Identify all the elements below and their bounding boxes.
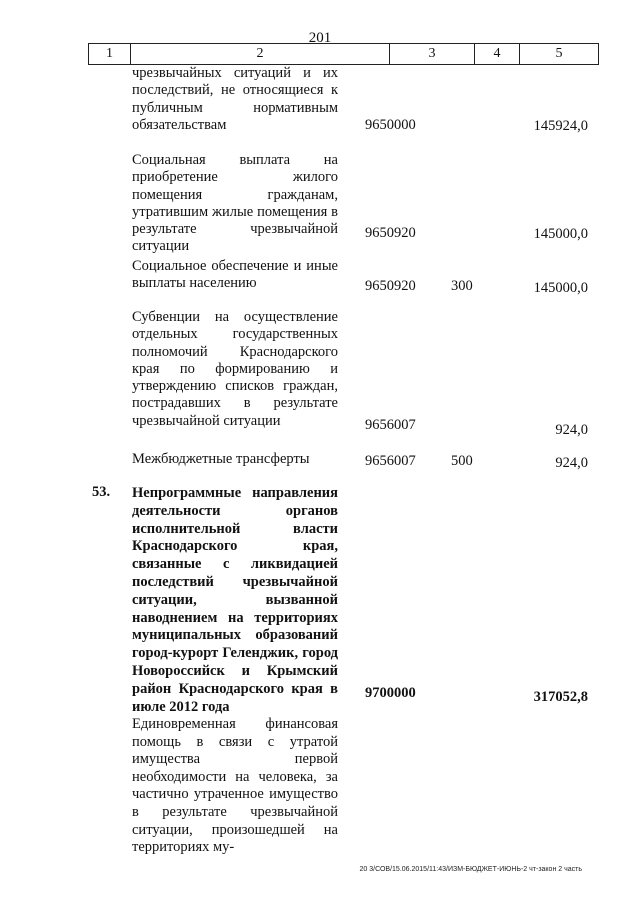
row-amount-924: 924,0 bbox=[555, 422, 588, 438]
column-header-5: 5 bbox=[520, 44, 599, 65]
row-code-9650920-300: 9650920 bbox=[365, 278, 416, 294]
row-amount-145000: 145000,0 bbox=[533, 226, 588, 242]
document-footer: 20 3/СОВ/15.06.2015/11:43/ИЗМ-БЮДЖЕТ-ИЮНЬ-2 чт-закон 2 часть bbox=[359, 866, 582, 873]
column-header-1: 1 bbox=[89, 44, 131, 65]
column-header-4: 4 bbox=[475, 44, 520, 65]
row-amount-145924: 145924,0 bbox=[533, 118, 588, 134]
row-text-one-time-aid: Единовременная финансовая помощь в связи с утратой имущества первой необходимости на человека, за частично утраченное имущество в результате чрезвычайной ситуации, произошедшей на территориях му- bbox=[132, 716, 338, 856]
row-code-9656007: 9656007 bbox=[365, 417, 416, 433]
row-text-housing-payment: Социальная выплата на приобретение жилого помещения гражданам, утратившим жилые помещения в результате чрезвычайной ситуации bbox=[132, 152, 338, 255]
row-code-9700000: 9700000 bbox=[365, 685, 416, 701]
column-header-table bbox=[88, 43, 599, 65]
column-header-2: 2 bbox=[131, 44, 390, 65]
row-amount-145000-300: 145000,0 bbox=[533, 280, 588, 296]
row-amount-924-500: 924,0 bbox=[555, 455, 588, 471]
row-text-social-security: Социальное обеспечение и иные выплаты населению bbox=[132, 258, 338, 292]
row-text-nonpublic-obligations: чрезвычайных ситуаций и их последствий, не относящиеся к публичным нормативным обязательствам bbox=[132, 65, 338, 133]
row-code-9650000: 9650000 bbox=[365, 117, 416, 133]
row-number-53: 53. bbox=[92, 484, 111, 500]
row-code-9656007-500: 9656007 bbox=[365, 453, 416, 469]
column-header-3: 3 bbox=[390, 44, 475, 65]
row-text-flood-programme: Непрограммные направления деятельности органов исполнительной власти Краснодарского края, связанные с ликвидацией последствий чрезвычайной ситуации, вызванной наводнением на территориях муниципальных образований город-курорт Геленджик, город Новороссийск и Крымский район Краснодарского края в июле 2012 года bbox=[132, 485, 338, 715]
row-text-subventions: Субвенции на осуществление отдельных государственных полномочий Краснодарского края по формированию и утверждению списков граждан, пострадавших в результате чрезвычайной ситуации bbox=[132, 309, 338, 429]
row-vr-300: 300 bbox=[451, 278, 473, 294]
page-number: 201 bbox=[308, 30, 332, 46]
row-code-9650920: 9650920 bbox=[365, 225, 416, 241]
row-vr-500: 500 bbox=[451, 453, 473, 469]
column-header-row bbox=[89, 44, 599, 65]
row-text-interbudget-transfers: Межбюджетные трансферты bbox=[132, 451, 310, 467]
row-amount-317052: 317052,8 bbox=[533, 689, 588, 705]
